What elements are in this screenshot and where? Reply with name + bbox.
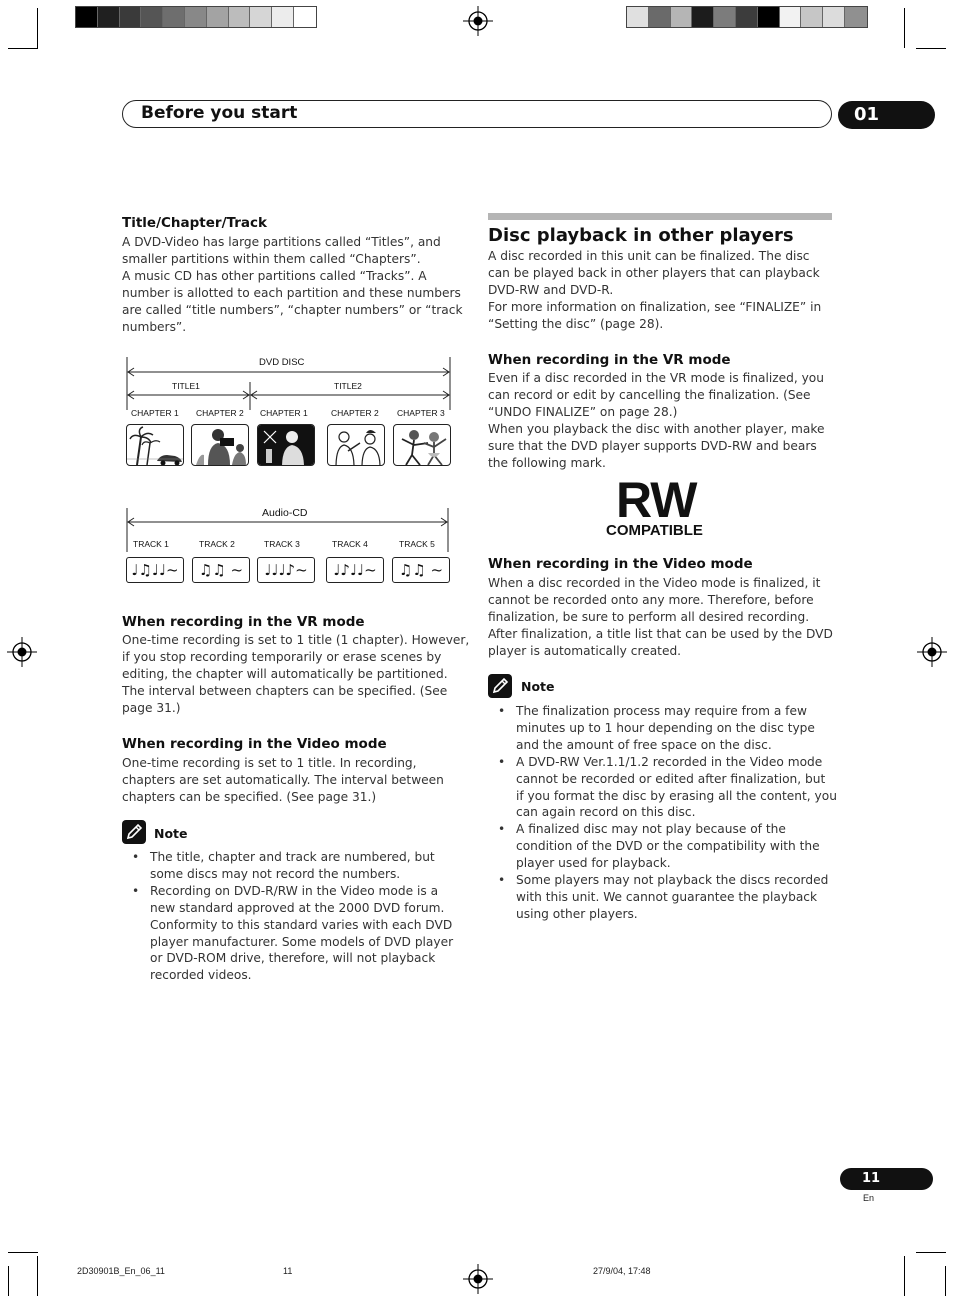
text-line: or DVD-ROM drive, therefore, will not playback bbox=[150, 951, 436, 966]
text-line: Conformity to this standard varies with each DVD bbox=[150, 917, 453, 932]
text-line: page 31.) bbox=[122, 700, 181, 715]
heading-video-mode: When recording in the Video mode bbox=[122, 736, 387, 752]
text-line: When you playback the disc with another player, make bbox=[488, 421, 825, 436]
crop-mark bbox=[37, 1256, 38, 1296]
paragraph-disc-playback bbox=[488, 248, 821, 333]
pencil-note-icon bbox=[122, 820, 146, 844]
text-line: • The finalization process may require from a few bbox=[516, 704, 807, 718]
chapter-thumbnail-singer-image bbox=[257, 424, 315, 466]
swatch bbox=[736, 7, 758, 27]
paragraph-vr-mode bbox=[122, 632, 469, 717]
text-line: • A finalized disc may not play because of the bbox=[516, 822, 786, 837]
note-list-right bbox=[488, 703, 837, 923]
list-item bbox=[122, 849, 453, 883]
heading-vr-mode: When recording in the VR mode bbox=[122, 614, 365, 630]
footer-page-number: 11 bbox=[283, 1266, 293, 1276]
section-header-bar bbox=[122, 100, 832, 128]
registration-mark-icon bbox=[917, 637, 947, 667]
swatch bbox=[294, 7, 316, 27]
text-line: number is allotted to each partition and these numbers bbox=[122, 285, 461, 300]
crop-mark bbox=[916, 1252, 946, 1253]
text-line: A DVD-Video has large partitions called “Titles”, and bbox=[122, 235, 441, 249]
section-title: Before you start bbox=[141, 103, 298, 123]
footer-date: 27/9/04, 17:48 bbox=[593, 1266, 651, 1276]
chapter-label: CHAPTER 2 bbox=[196, 408, 244, 418]
swatch bbox=[141, 7, 163, 27]
swatch bbox=[627, 7, 649, 27]
text-line: After finalization, a title list that can be used by the DVD bbox=[488, 626, 833, 641]
color-bar-right bbox=[626, 6, 868, 28]
compatible-logo-text: COMPATIBLE bbox=[606, 522, 703, 539]
swatch bbox=[250, 7, 272, 27]
crop-mark bbox=[916, 48, 946, 49]
music-notes-icon: ♩♫♩♩~ bbox=[126, 557, 184, 583]
registration-mark-icon bbox=[463, 1264, 493, 1294]
text-line: One-time recording is set to 1 title. In recording, bbox=[122, 756, 417, 770]
track-label: TRACK 3 bbox=[264, 539, 300, 549]
chapter-label: CHAPTER 1 bbox=[131, 408, 179, 418]
rw-compatible-logo bbox=[606, 472, 716, 539]
list-item bbox=[122, 883, 453, 984]
text-line: some discs may not record the numbers. bbox=[150, 866, 401, 881]
track-label: TRACK 2 bbox=[199, 539, 235, 549]
track-label: TRACK 4 bbox=[332, 539, 368, 549]
list-item bbox=[488, 703, 837, 754]
swatch bbox=[185, 7, 207, 27]
text-line: cannot be recorded onto any more. Therefore, before bbox=[488, 592, 814, 607]
paragraph-video-mode-finalize bbox=[488, 575, 833, 660]
chapter-number-badge: 01 bbox=[838, 101, 935, 129]
text-line: finalization, be sure to perform all desired recording. bbox=[488, 609, 810, 624]
text-line: condition of the DVD or the compatibility with the bbox=[516, 839, 820, 854]
paragraph-title-chapter-track bbox=[122, 234, 463, 335]
text-line: When a disc recorded in the Video mode is finalized, it bbox=[488, 576, 821, 590]
text-line: are called “title numbers”, “chapter numbers” or “track bbox=[122, 302, 463, 317]
chapter-thumbnail-camera-image bbox=[191, 424, 249, 466]
heading-title-chapter-track: Title/Chapter/Track bbox=[122, 215, 267, 231]
swatch bbox=[98, 7, 120, 27]
text-line: player used for playback. bbox=[516, 856, 671, 871]
swatch bbox=[649, 7, 671, 27]
dvd-structure-diagram bbox=[120, 352, 460, 472]
crop-mark bbox=[37, 8, 38, 48]
music-notes-icon: ♫♫ ~ bbox=[392, 557, 450, 583]
crop-mark bbox=[8, 1252, 38, 1253]
swatch bbox=[692, 7, 714, 27]
text-line: minutes up to 1 hour depending on the disc type bbox=[516, 720, 815, 735]
track-label: TRACK 1 bbox=[133, 539, 169, 549]
text-line: “Setting the disc” (page 28). bbox=[488, 316, 664, 331]
text-line: and the amount of free space on the disc. bbox=[516, 737, 772, 752]
text-line: with this unit. We cannot guarantee the playback bbox=[516, 889, 818, 904]
section-divider bbox=[488, 213, 832, 220]
text-line: The interval between chapters can be specified. (See bbox=[122, 683, 448, 698]
chapter-label: CHAPTER 2 bbox=[331, 408, 379, 418]
registration-mark-icon bbox=[7, 637, 37, 667]
swatch bbox=[120, 7, 142, 27]
note-label: Note bbox=[154, 826, 188, 841]
swatch bbox=[229, 7, 251, 27]
registration-mark-icon bbox=[463, 6, 493, 36]
language-label: En bbox=[863, 1193, 875, 1203]
footer-file-code: 2D30901B_En_06_11 bbox=[77, 1266, 165, 1276]
text-line: player manufacturer. Some models of DVD player bbox=[150, 934, 454, 949]
list-item bbox=[488, 872, 837, 923]
title-label: TITLE1 bbox=[172, 381, 200, 391]
pencil-note-icon bbox=[488, 674, 512, 698]
text-line: For more information on finalization, see “FINALIZE” in bbox=[488, 299, 822, 314]
chapter-label: CHAPTER 1 bbox=[260, 408, 308, 418]
swatch bbox=[163, 7, 185, 27]
text-line: new standard approved at the 2000 DVD forum. bbox=[150, 900, 445, 915]
text-line: cannot be recorded or edited after finalization, but bbox=[516, 771, 826, 786]
swatch bbox=[76, 7, 98, 27]
text-line: smaller partitions within them called “Chapters”. bbox=[122, 251, 421, 266]
text-line: the following mark. bbox=[488, 455, 606, 470]
swatch bbox=[714, 7, 736, 27]
swatch bbox=[801, 7, 823, 27]
text-line: A music CD has other partitions called “Tracks”. A bbox=[122, 268, 427, 283]
text-line: chapters are set automatically. The interval between bbox=[122, 772, 444, 787]
swatch bbox=[272, 7, 294, 27]
audio-cd-label: Audio-CD bbox=[262, 507, 308, 519]
swatch bbox=[671, 7, 693, 27]
music-notes-icon: ♩♩♩♪~ bbox=[257, 557, 315, 583]
track-label: TRACK 5 bbox=[399, 539, 435, 549]
swatch bbox=[780, 7, 802, 27]
crop-mark bbox=[904, 8, 905, 48]
paragraph-vr-mode-finalize bbox=[488, 370, 825, 471]
chapter-thumbnail-musicians-image bbox=[327, 424, 385, 466]
text-line: player is automatically created. bbox=[488, 643, 682, 658]
note-list-left bbox=[122, 849, 453, 984]
text-line: can be played back in other players that can playback bbox=[488, 265, 820, 280]
crop-mark bbox=[945, 1266, 946, 1296]
text-line: sure that the DVD player supports DVD-RW and bears bbox=[488, 438, 817, 453]
heading-video-mode: When recording in the Video mode bbox=[488, 556, 753, 572]
crop-mark bbox=[904, 1256, 905, 1296]
note-label: Note bbox=[521, 679, 555, 694]
text-line: if you stop recording temporarily or erase scenes by bbox=[122, 649, 442, 664]
text-line: • A DVD-RW Ver.1.1/1.2 recorded in the Video mode bbox=[516, 754, 823, 769]
chapter-thumbnail-dancers-image bbox=[393, 424, 451, 466]
text-line: Even if a disc recorded in the VR mode is finalized, you bbox=[488, 371, 824, 385]
text-line: editing, the chapter will automatically be partitioned. bbox=[122, 666, 448, 681]
text-line: if you format the disc by erasing all the content, you bbox=[516, 788, 837, 803]
text-line: can record or edit by cancelling the finalization. (See bbox=[488, 387, 811, 402]
swatch bbox=[845, 7, 867, 27]
chapter-thumbnail-beach-image bbox=[126, 424, 184, 466]
dvd-disc-label: DVD DISC bbox=[259, 357, 305, 368]
text-line: can again record on this disc. bbox=[516, 805, 696, 820]
color-bar-left bbox=[75, 6, 317, 28]
heading-disc-playback: Disc playback in other players bbox=[488, 225, 794, 246]
chapter-label: CHAPTER 3 bbox=[397, 408, 445, 418]
music-notes-icon: ♫♫ ~ bbox=[192, 557, 250, 583]
text-line: • Recording on DVD-R/RW in the Video mode is a bbox=[150, 883, 439, 898]
list-item bbox=[488, 821, 837, 872]
music-notes-icon: ♩♪♩♩~ bbox=[326, 557, 384, 583]
text-line: • Some players may not playback the discs recorded bbox=[516, 873, 829, 888]
crop-mark bbox=[8, 48, 38, 49]
text-line: DVD-RW and DVD-R. bbox=[488, 282, 614, 297]
page-number-badge: 11 bbox=[840, 1168, 933, 1190]
swatch bbox=[823, 7, 845, 27]
text-line: A disc recorded in this unit can be finalized. The disc bbox=[488, 249, 810, 263]
text-line: chapters can be specified. (See page 31.) bbox=[122, 789, 377, 804]
text-line: recorded videos. bbox=[150, 968, 252, 983]
text-line: One-time recording is set to 1 title (1 chapter). However, bbox=[122, 633, 470, 647]
rw-logo-text: RW bbox=[616, 472, 697, 528]
crop-mark bbox=[8, 1266, 9, 1296]
audio-cd-structure-diagram bbox=[120, 504, 460, 586]
title-label: TITLE2 bbox=[334, 381, 362, 391]
list-item bbox=[488, 754, 837, 822]
text-line: using other players. bbox=[516, 906, 638, 921]
paragraph-video-mode bbox=[122, 755, 444, 806]
text-line: • The title, chapter and track are numbered, but bbox=[150, 850, 435, 864]
heading-vr-mode: When recording in the VR mode bbox=[488, 352, 731, 368]
swatch bbox=[758, 7, 780, 27]
text-line: numbers”. bbox=[122, 319, 187, 334]
swatch bbox=[207, 7, 229, 27]
text-line: “UNDO FINALIZE” on page 28.) bbox=[488, 404, 678, 419]
